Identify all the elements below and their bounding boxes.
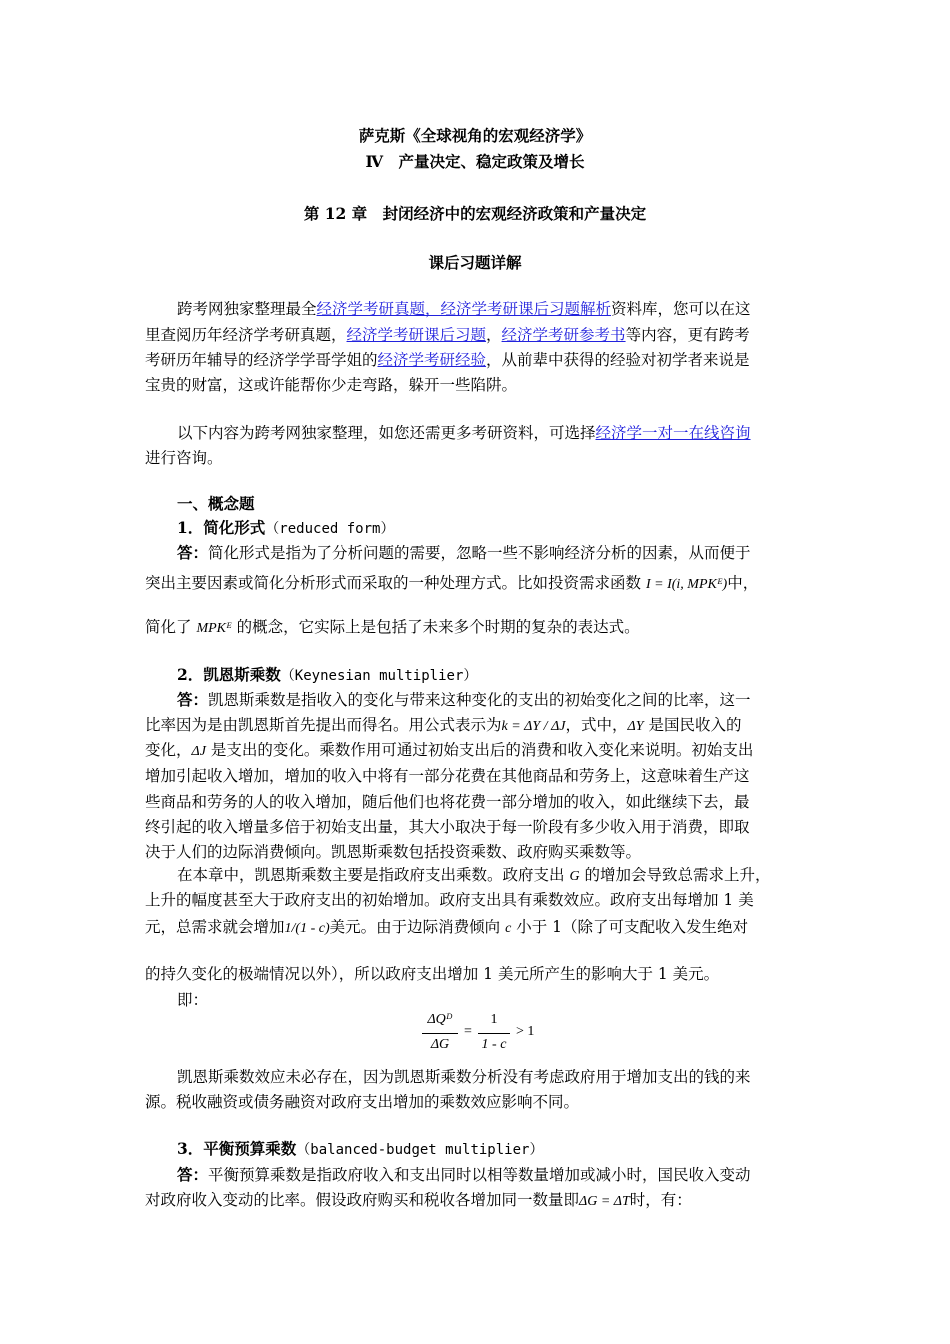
q2-line-2 (145, 714, 805, 738)
q1-title-text: 1．简化形式 (177, 518, 266, 537)
q2-p3-line-2: 源。税收融资或债务融资对政府支出增加的乘数效应影响不同。 (145, 1093, 580, 1111)
eq-denominator-right: 1 - c (481, 1037, 507, 1052)
intro-line-4: 宝贵的财富，这或许能帮你少走弯路，躲开一些陷阱。 (145, 376, 518, 394)
intro-text: ， (486, 326, 502, 344)
q2-text: 元，总需求就会增加 (145, 918, 285, 936)
q2-text: 美元。由于边际消费倾向 (329, 918, 501, 936)
part-title: Ⅳ 产量决定、稳定政策及增长 (365, 152, 585, 171)
multiplier-equation (420, 1012, 560, 1062)
c-symbol: c (505, 921, 512, 936)
intro-text: 里查阅历年经济学考研真题， (145, 326, 347, 344)
intro-line-2 (145, 324, 805, 346)
q2-line-7: 决于人们的边际消费倾向。凯恩斯乘数包括投资乘数、政府购买乘数等。 (145, 843, 642, 861)
eq-bar-left (422, 1033, 458, 1034)
q2-text: 是支出的变化。乘数作用可通过初始支出后的消费和收入变化来说明。初始支出 (210, 741, 754, 759)
q3-english: （balanced-budget multiplier） (296, 1142, 544, 1158)
mpk-symbol: MPKᴱ (196, 621, 232, 636)
link-reference-books[interactable]: 经济学考研参考书 (501, 326, 626, 344)
delta-y-symbol: ΔY (627, 719, 644, 734)
chapter-title: 第 12 章 封闭经济中的宏观经济政策和产量决定 (303, 204, 647, 223)
q1-line-3 (145, 616, 805, 640)
q2-line-6: 终引起的收入增量多倍于初始支出量，其大小取决于每一阶段有多少收入用于消费，即取 (145, 818, 750, 836)
q3-line-2 (145, 1189, 805, 1213)
answer-label: 答： (177, 1165, 209, 1184)
q2-ji: 即： (177, 991, 209, 1009)
q2-text: 是国民收入的 (648, 716, 742, 734)
link-consult[interactable]: 经济学一对一在线咨询 (595, 424, 751, 442)
balanced-budget-condition: ΔG = ΔT (579, 1194, 630, 1209)
q1-line-2 (145, 572, 805, 596)
q2-line-5: 些商品和劳务的人的收入增加，随后他们也将花费一部分增加的收入，如此继续下去，最 (145, 793, 750, 811)
eq-bar-right (478, 1033, 510, 1034)
q3-title (177, 1138, 805, 1161)
eq-equals: = (464, 1024, 472, 1039)
concepts-heading: 一、概念题 (177, 494, 255, 513)
intro-text: ，从前辈中获得的经验对初学者来说是 (486, 351, 750, 369)
q3-text: 平衡预算乘数是指政府收入和支出同时以相等数量增加或减小时，国民收入变动 (208, 1166, 751, 1184)
section-title: 课后习题详解 (428, 253, 522, 272)
eq-numerator-left: ΔQᴰ (427, 1012, 453, 1027)
q3-title-text: 3．平衡预算乘数 (177, 1139, 297, 1158)
q2-p2-line-2: 上升的幅度甚至大于政府支出的初始增加。政府支出具有乘数效应。政府支出每增加 1 美 (145, 891, 754, 909)
q2-p3-line-1: 凯恩斯乘数效应未必存在，因为凯恩斯乘数分析没有考虑政府用于增加支出的钱的来 (177, 1068, 751, 1086)
intro-line-6: 进行咨询。 (145, 449, 223, 467)
q2-title (177, 664, 805, 687)
q1-text: 突出主要因素或简化分析形式而采取的一种处理方式。比如投资需求函数 (145, 574, 642, 592)
q1-line-1 (177, 542, 805, 564)
q2-text: 变化， (145, 741, 192, 759)
q2-line-3 (145, 739, 805, 763)
q1-text: 中， (727, 574, 759, 592)
q1-english: （reduced form） (265, 521, 395, 537)
link-experience[interactable]: 经济学考研经验 (377, 351, 487, 369)
q2-text: ，式中， (565, 716, 628, 734)
q2-p2-line-4: 的持久变化的极端情况以外），所以政府支出增加 1 美元所产生的影响大于 1 美元。 (145, 965, 720, 983)
intro-line-3 (145, 349, 805, 371)
q1-title (177, 517, 805, 540)
book-title: 萨克斯《全球视角的宏观经济学》 (358, 126, 592, 145)
q3-text: 时，有： (629, 1191, 692, 1209)
eq-denominator-left: ΔG (430, 1037, 450, 1052)
q2-text: 比率因为是由凯恩斯首先提出而得名。用公式表示为 (145, 716, 502, 734)
q1-text: 简化了 (145, 618, 192, 636)
multiplier-fraction: 1/(1 - c) (284, 921, 330, 936)
q2-title-text: 2．凯恩斯乘数 (177, 665, 281, 684)
q2-text: 小于 1（除了可支配收入发生绝对 (516, 918, 749, 936)
intro-line-5 (177, 422, 805, 444)
q2-p2-line-3 (145, 916, 805, 940)
multiplier-formula: k = ΔY / ΔJ (501, 719, 566, 734)
q2-line-1 (177, 689, 805, 711)
q2-line-4: 增加引起收入增加，增加的收入中将有一部分花费在其他商品和劳务上，这意味着生产这 (145, 767, 750, 785)
intro-text: 以下内容为跨考网独家整理，如您还需更多考研资料，可选择 (177, 424, 596, 442)
eq-greater: > 1 (516, 1024, 535, 1039)
q2-p2-line-1 (177, 864, 805, 888)
q2-text: 在本章中，凯恩斯乘数主要是指政府支出乘数。政府支出 (177, 866, 565, 884)
investment-formula: I = I(i, MPKᴱ) (645, 577, 728, 592)
intro-text: 资料库，您可以在这 (611, 300, 751, 318)
q2-text: 的增加会导致总需求上升， (584, 866, 771, 884)
q2-english: （Keynesian multiplier） (280, 668, 478, 684)
answer-label: 答： (177, 543, 209, 562)
intro-text: 考研历年辅导的经济学学哥学姐的 (145, 351, 378, 369)
q3-text: 对政府收入变动的比率。假设政府购买和税收各增加同一数量即 (145, 1191, 580, 1209)
g-symbol: G (569, 869, 580, 884)
intro-text: 等内容，更有跨考 (625, 326, 750, 344)
intro-line-1 (177, 298, 805, 320)
link-exam-papers[interactable]: 经济学考研真题，经济学考研课后习题解析 (316, 300, 612, 318)
answer-label: 答： (177, 690, 209, 709)
eq-numerator-right: 1 (490, 1012, 498, 1027)
delta-j-symbol: ΔJ (191, 744, 206, 759)
q2-text: 凯恩斯乘数是指收入的变化与带来这种变化的支出的初始变化之间的比率，这一 (208, 691, 751, 709)
intro-text: 跨考网独家整理最全 (177, 300, 317, 318)
q1-text: 简化形式是指为了分析问题的需要，忽略一些不影响经济分析的因素，从而便于 (208, 544, 751, 562)
q1-text: 的概念，它实际上是包括了未来多个时期的复杂的表达式。 (236, 618, 640, 636)
link-exercises[interactable]: 经济学考研课后习题 (346, 326, 487, 344)
q3-line-1 (177, 1164, 805, 1186)
